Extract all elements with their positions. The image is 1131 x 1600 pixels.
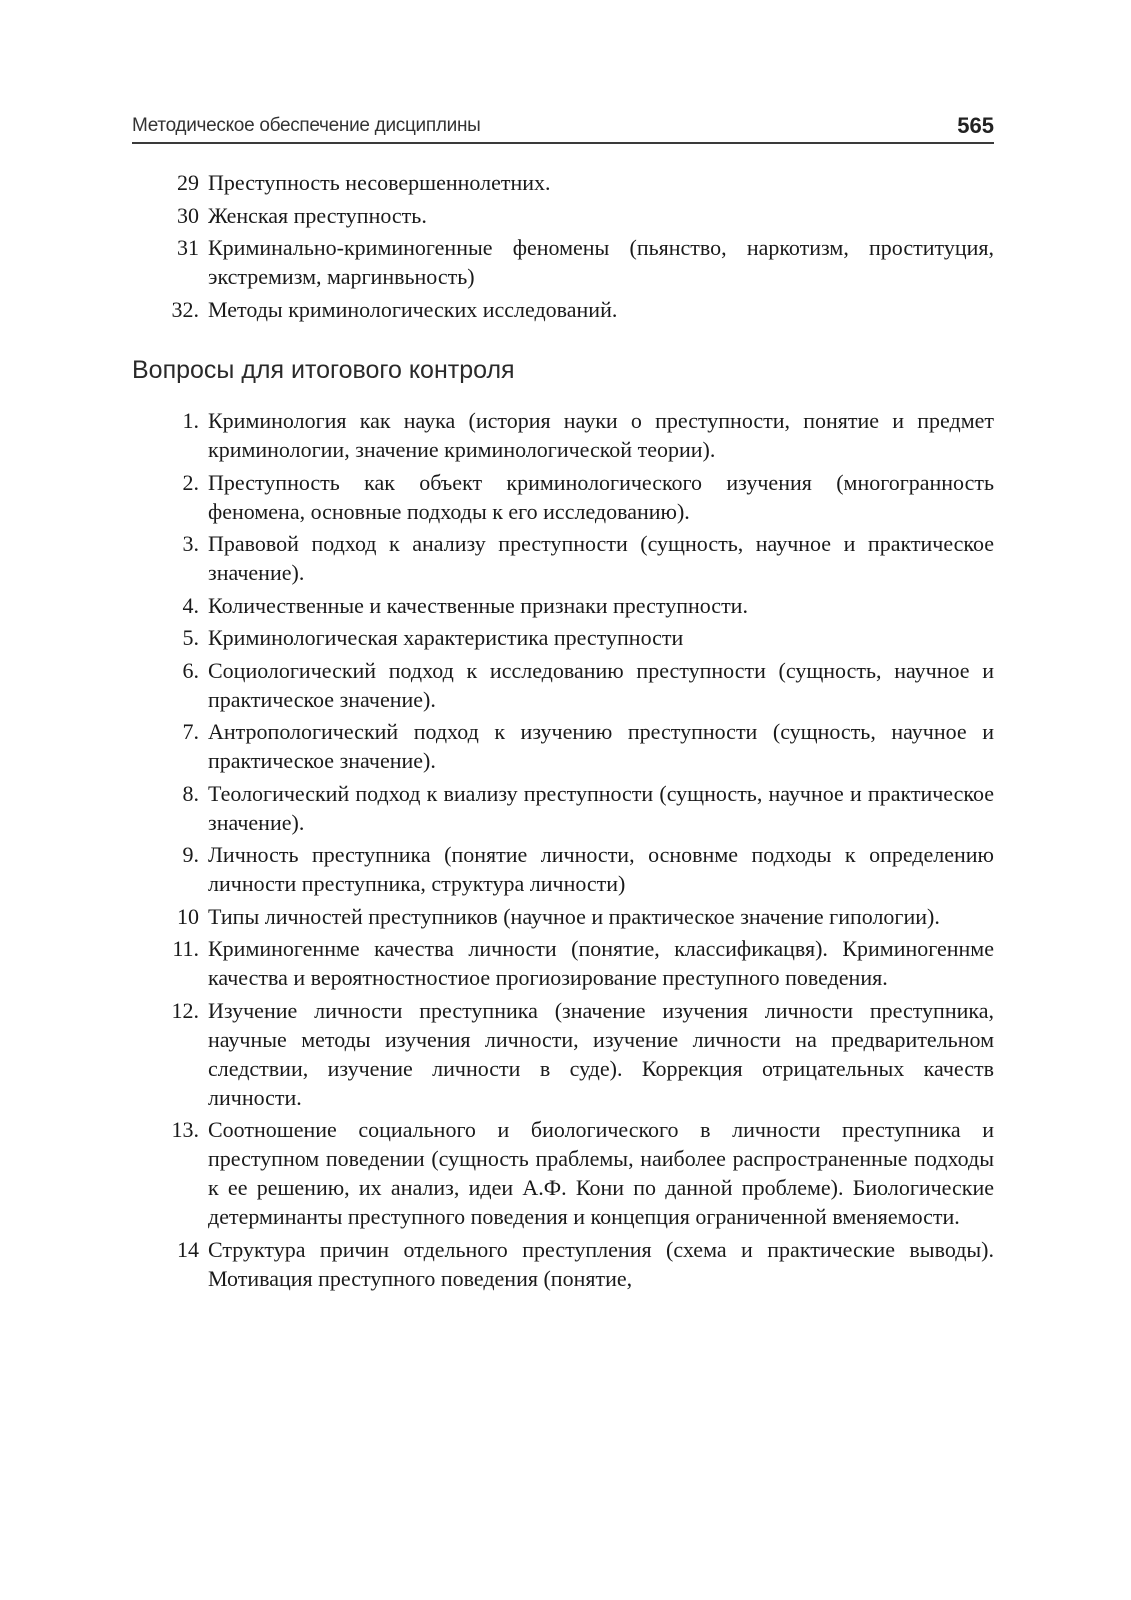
item-number: 29 <box>177 170 199 195</box>
list-item <box>160 406 994 464</box>
item-number: 11. <box>172 936 199 961</box>
item-text: Женская преступность. <box>208 202 427 228</box>
topic-list-continued <box>160 168 994 327</box>
item-number: 14 <box>177 1236 199 1262</box>
page-number: 565 <box>957 113 994 138</box>
list-item <box>160 996 994 1112</box>
item-text: Преступность несовершеннолетних. <box>208 170 551 195</box>
list-item <box>160 934 994 992</box>
item-text: Личность преступника (понятие личности, основнме подходы к определению личности преступника, структура личности) <box>208 842 994 896</box>
item-text: Криминогеннме качества личности (понятие, классификацвя). Криминогеннме качества и вероятностностиое прогиозирование преступного поведения. <box>208 936 994 990</box>
item-number: 1. <box>182 408 199 433</box>
item-number: 4. <box>182 592 199 618</box>
list-item <box>160 591 994 620</box>
list-item <box>160 840 994 898</box>
list-item <box>160 1235 994 1293</box>
list-item <box>160 779 994 837</box>
item-number: 13. <box>171 1117 199 1142</box>
item-text: Типы личностей преступников (научное и практическое значение гипологии). <box>208 903 940 929</box>
item-text: Социологический подход к исследованию преступности (сущность, научное и практическое значение). <box>208 657 994 712</box>
item-text: Изучение личности преступника (значение изучения личности преступника, научные методы изучения личности, изучение личности на предварительном следствии, изучение личности в суде). Коррекция отрицательных качеств личности. <box>208 997 994 1110</box>
list-item <box>160 233 994 291</box>
item-number: 5. <box>182 625 199 650</box>
item-number: 32. <box>171 296 199 322</box>
section-heading: Вопросы для итогового контроля <box>132 356 515 384</box>
item-text: Количественные и качественные признаки преступности. <box>208 592 748 618</box>
item-number: 12. <box>171 997 199 1023</box>
item-text: Соотношение социального и биологического в личности преступника и преступном поведении (сущность праблемы, наиболее распространенные подходы к ее решению, их анализ, идеи А.Ф. Кони по данной проблеме). Биологические детерминанты преступного поведения и концепция ограниченной вменяемости. <box>208 1117 994 1229</box>
item-text: Правовой подход к анализу преступности (сущность, научное и практическое значение). <box>208 531 994 585</box>
item-number: 3. <box>182 531 199 556</box>
list-item <box>160 201 994 230</box>
item-text: Криминально-криминогенные феномены (пьянство, наркотизм, проституция, экстремизм, маргинвьность) <box>208 235 994 289</box>
list-item <box>160 623 994 652</box>
item-number: 8. <box>182 780 199 806</box>
item-number: 30 <box>177 202 199 228</box>
list-item <box>160 168 994 197</box>
item-number: 10 <box>177 903 199 929</box>
item-text: Криминологическая характеристика преступности <box>208 625 684 650</box>
list-item <box>160 902 994 931</box>
item-text: Теологический подход к виализу преступности (сущность, научное и практическое значение). <box>208 780 994 835</box>
final-control-questions-list <box>160 406 994 1296</box>
list-item <box>160 295 994 324</box>
item-number: 31 <box>177 235 199 260</box>
item-number: 7. <box>182 719 199 744</box>
item-text: Структура причин отдельного преступления (схема и практические выводы). Мотивация преступного поведения (понятие, <box>208 1236 994 1291</box>
item-text: Антропологический подход к изучению преступности (сущность, научное и практическое значение). <box>208 719 994 773</box>
list-item <box>160 529 994 587</box>
item-text: Методы криминологических исследований. <box>208 296 618 322</box>
item-number: 6. <box>182 657 199 683</box>
list-item <box>160 717 994 775</box>
item-text: Криминология как наука (история науки о преступности, понятие и предмет криминологии, значение криминологической теории). <box>208 408 994 462</box>
running-title: Методическое обеспечение дисциплины <box>132 115 481 136</box>
list-item <box>160 656 994 714</box>
item-number: 9. <box>182 842 199 867</box>
list-item <box>160 1115 994 1231</box>
list-item <box>160 468 994 526</box>
item-text: Преступность как объект криминологического изучения (многогранность феномена, основные подходы к его исследованию). <box>208 469 994 524</box>
item-number: 2. <box>182 469 199 495</box>
running-header <box>132 112 994 144</box>
